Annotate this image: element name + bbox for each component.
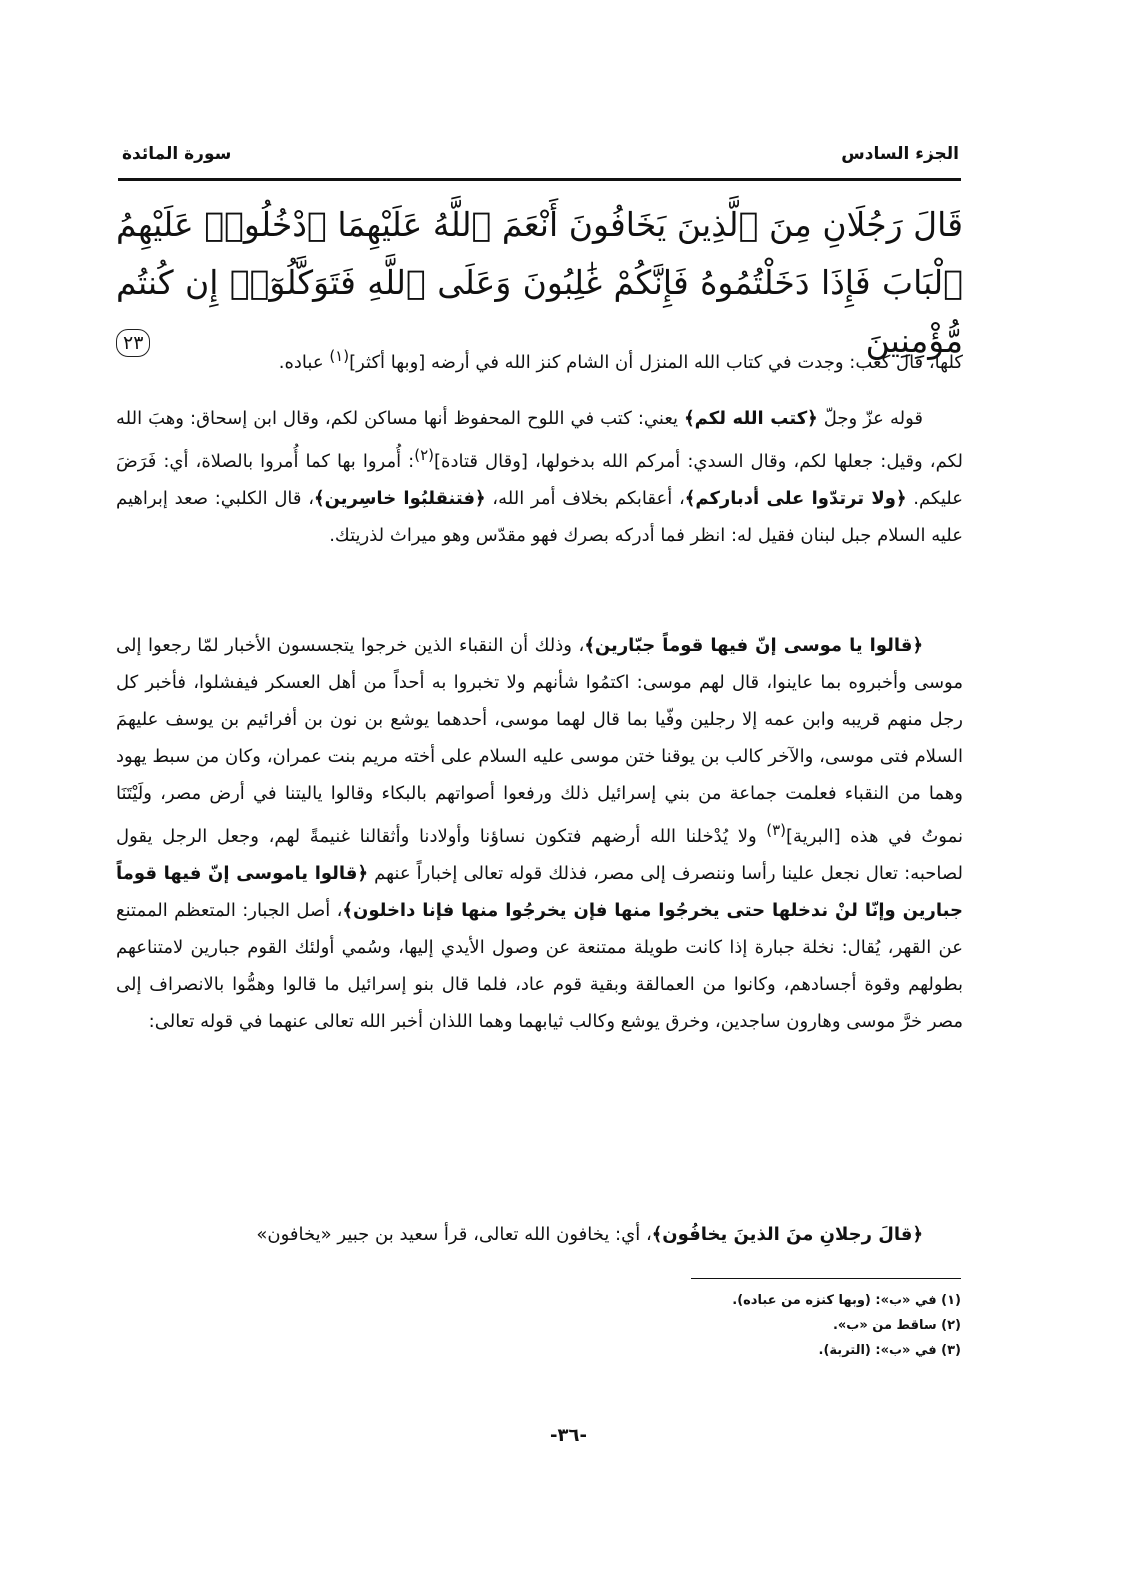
para-text: ، وذلك أن النقباء الذين خرجوا يتجسسون الأخبار لمّا رجعوا إلى موسى وأخبروه بما عاينوا، قال لهم موسى: اكتمُوا شأنهم ولا تخبروا به أحداً من أهل العسكر فيفشلوا، فأخبر كل رجل منهم قريبه وابن عمه إلا رجلين وفّيا بما قال لهما موسى، أحدهما يوشع بن نون بن أفرائيم بن يوسف عليهمَ السلام فتى موسى، والآخر كالب بن يوقنا ختن موسى عليه السلام على أخته مريم بنت عمران، وكان من سبط يهود وهما من النقباء فعلمت جماعة من بني إسرائيل ذلك ورفعوا أصواتهم بالبكاء وقالوا ياليتنا في أرض مصر، ولَيْتَنَا نموتُ في هذه [البرية] — [116, 635, 963, 847]
para-text: ولا يُدْخلنا الله أرضهم فتكون نساؤنا وأولادنا وأثقالنا غنيمةً لهم، وجعل الرجل يقول لصاحبه: تعال نجعل علينا رأسا وننصرف إلى مصر، فذلك قوله تعالى إخباراً عنهم — [116, 826, 964, 884]
commentary-paragraph — [116, 1216, 963, 1253]
para-text: قوله عزّ وجلّ — [817, 408, 924, 429]
footnote: (٣) في «ب»: (التربة). — [818, 1343, 961, 1358]
footnote-divider — [691, 1278, 961, 1279]
verse-number-marker: ٢٣ — [116, 329, 150, 357]
page-number: -٣٦- — [550, 1425, 587, 1446]
quote-text: ﴿فتنقلبُوا خاسِرين﴾ — [314, 488, 486, 509]
footnote: (٢) ساقط من «ب». — [832, 1318, 961, 1333]
para-text: ، أصل الجبار: المتعظم الممتنع عن القهر، يُقال: نخلة جبارة إذا كانت طويلة ممتنعة عن وصول الأيدي إليها، وسُمي أولئك القوم جبارين لامتناعهم بطولهم وقوة أجسادهم، وكانوا من العمالقة وبقية قوم عاد، فلما قال بنو إسرائيل ما قالوا وهمُّوا بالانصراف إلى مصر خرَّ موسى وهارون ساجدين، وخرق يوشع وكالب ثيابهما وهما اللذان أخبر الله تعالى عنهما في قوله تعالى: — [116, 900, 963, 1032]
quote-text: ﴿كتب الله لكم﴾ — [684, 408, 818, 429]
commentary-paragraph — [116, 627, 963, 1040]
footnote-ref: (٣) — [766, 821, 787, 839]
quote-text: ﴿ولا ترتدّوا على أدباركم﴾ — [684, 488, 907, 509]
para-text: كلها، قال كعب: وجدت في كتاب الله المنزل أن الشام كنز الله في أرضه [وبها أكثر] — [349, 352, 963, 373]
quote-text: ﴿قالوا يا موسى إنّ فيها قوماً جبّارين﴾ — [584, 635, 923, 656]
quote-text: ﴿قالوا ياموسى إنّ فيها قوماً جبارين وإنّا لنْ ندخلها حتى يخرجُوا منها فإن يخرجُوا منها فإنا داخلون﴾ — [116, 863, 964, 921]
commentary-paragraph — [116, 400, 963, 554]
footnote: (١) في «ب»: (وبها كنزه من عباده). — [732, 1293, 961, 1308]
commentary-paragraph — [116, 338, 963, 381]
quote-text: ﴿قالَ رجلانِ منَ الذينَ يخافُون﴾ — [651, 1224, 923, 1245]
verse-text: قَالَ رَجُلَانِ مِنَ ٱلَّذِينَ يَخَافُونَ أَنْعَمَ ٱللَّهُ عَلَيْهِمَا ٱدْخُلُوا۟ عَلَيْهِمُ ٱلْبَابَ فَإِذَا دَخَلْتُمُوهُ فَإِنَّكُمْ غَٰلِبُونَ وَعَلَى ٱللَّهِ فَتَوَكَّلُوٓا۟ إِن كُنتُم مُّؤْمِنِينَ — [116, 205, 963, 360]
footnote-ref: (١) — [329, 347, 350, 365]
para-text: ، أي: يخافون الله تعالى، قرأ سعيد بن جبير «يخافون» — [256, 1224, 652, 1245]
para-text: ، أعقابكم بخلاف أمر الله، — [485, 488, 685, 509]
part-title: الجزء السادس — [841, 144, 959, 164]
footnote-ref: (٢) — [414, 446, 435, 464]
para-text: يعني: كتب في اللوح المحفوظ أنها مساكن لكم، وقال ابن إسحاق: وهبَ الله لكم، وقيل: جعلها لكم، وقال السدي: أمركم الله بدخولها، [وقال قتادة] — [116, 408, 963, 472]
para-text: : أُمروا بها كما أُمروا بالصلاة، أي: فَرَضَ عليكم. — [116, 451, 963, 509]
footnotes — [116, 1288, 961, 1363]
surah-title: سورة المائدة — [122, 144, 232, 164]
running-header — [118, 138, 961, 181]
para-text: ، قال الكلبي: صعد إبراهيم عليه السلام جبل لبنان فقيل له: انظر فما أدركه بصرك فهو مقدّس وهو ميراث لذريتك. — [116, 488, 963, 546]
para-text: عباده. — [278, 352, 330, 373]
